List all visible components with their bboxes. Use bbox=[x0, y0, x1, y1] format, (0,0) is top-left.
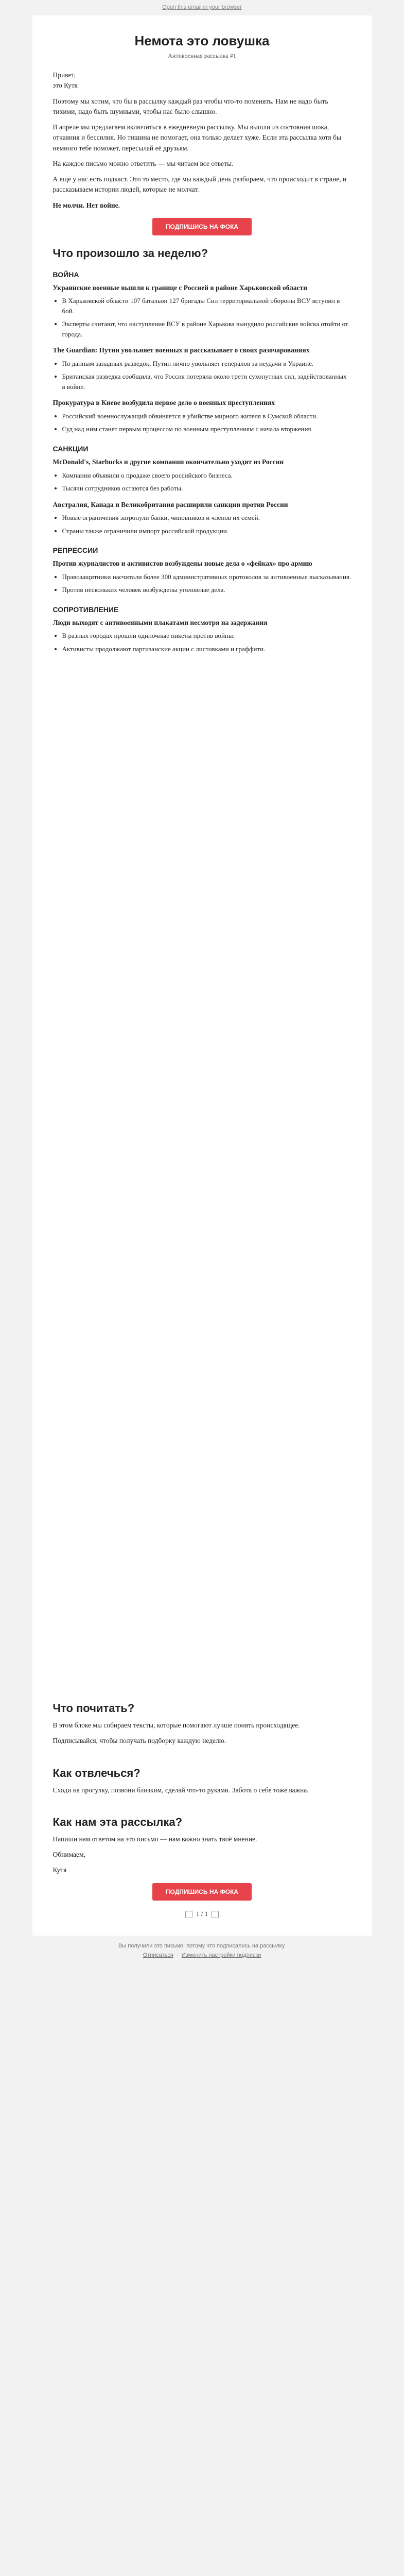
news-item bbox=[53, 457, 352, 494]
section-heading-feedback: Как нам эта рассылка? bbox=[52, 1815, 183, 1828]
feedback-signoff: Обнимаем, bbox=[52, 1851, 85, 1859]
news-headline: McDonald's, Starbucks и другие компании окончательно уходят из России bbox=[52, 457, 284, 466]
news-bullets bbox=[62, 572, 352, 595]
reading-paragraph: Подписывайся, чтобы получать подборку каждую неделю. bbox=[52, 1737, 226, 1745]
intro-paragraph: На каждое письмо можно ответить — мы читаем все ответы. bbox=[52, 159, 234, 167]
greeting-signature: это Кутя bbox=[52, 81, 78, 90]
browser-view-anchor[interactable]: Open this email in your browser bbox=[162, 4, 242, 10]
news-list bbox=[53, 283, 352, 434]
news-item bbox=[53, 558, 352, 595]
news-item bbox=[53, 398, 352, 434]
reading-paragraph: В этом блоке мы собираем тексты, которые помогают лучше понять происходящее. bbox=[52, 1721, 300, 1730]
footer: Вы получили это письмо, потому что подписались на рассылку. Отписаться · Изменить настройки подписки bbox=[32, 1943, 372, 1958]
intro-paragraph: Поэтому мы хотим, что бы в рассылку каждый раз чтобы что-то поменять. Нам не надо быть тихими, надо быть шумными, чтобы нас было слышно. bbox=[52, 97, 328, 115]
news-item bbox=[53, 500, 352, 536]
news-bullet: • Активисты продолжают партизанские акции с листовками и граффити. bbox=[62, 644, 352, 654]
news-bullets bbox=[62, 296, 352, 339]
pager-label: 1 / 1 bbox=[196, 1909, 208, 1918]
page-subtitle: Антивоенная рассылка #1 bbox=[168, 52, 236, 59]
subscribe-button[interactable]: ПОДПИШИСЬ НА ФОКА bbox=[152, 218, 252, 235]
news-list bbox=[53, 618, 352, 654]
content-filler bbox=[53, 660, 352, 1690]
section-heading-resistance: СОПРОТИВЛЕНИЕ bbox=[52, 605, 119, 614]
browser-view-link[interactable] bbox=[0, 0, 404, 15]
news-list bbox=[53, 457, 352, 536]
news-bullets bbox=[62, 513, 352, 536]
page-title: Немота это ловушка bbox=[134, 33, 270, 48]
section-subheading: ВОЙНА bbox=[52, 270, 79, 279]
footer-note: Вы получили это письмо, потому что подписались на рассылку. bbox=[118, 1942, 286, 1949]
news-item bbox=[53, 345, 352, 392]
pager bbox=[53, 1910, 352, 1918]
cta-wrap-bottom bbox=[53, 1883, 352, 1901]
cta-wrap bbox=[53, 218, 352, 235]
news-bullet: • Против нескольких человек возбуждены уголовные дела. bbox=[62, 585, 352, 595]
next-icon[interactable] bbox=[212, 1911, 219, 1918]
section-heading-repressions: РЕПРЕССИИ bbox=[52, 546, 98, 555]
feedback-signature: Кутя bbox=[52, 1866, 67, 1874]
news-bullet: • Эксперты считают, что наступление ВСУ в районе Харькова вынудило российские войска отойти от города. bbox=[62, 319, 352, 339]
news-bullet: • Страны также ограничили импорт российской продукции. bbox=[62, 526, 352, 536]
greeting bbox=[53, 70, 352, 91]
news-bullet: • В разных городах прошли одиночные пикеты против войны. bbox=[62, 631, 352, 641]
preferences-link[interactable]: Изменить настройки подписки bbox=[181, 1952, 261, 1958]
news-headline: Люди выходят с антивоенными плакатами несмотря на задержания bbox=[52, 618, 268, 626]
news-bullet: • Суд над ним станет первым процессом по военным преступлениям с начала вторжения. bbox=[62, 424, 352, 434]
distract-paragraph: Сходи на прогулку, позвони близким, сделай что-то руками. Забота о себе тоже важна. bbox=[52, 1786, 309, 1794]
section-heading-sanctions: САНКЦИИ bbox=[52, 444, 89, 453]
news-item bbox=[53, 283, 352, 340]
news-headline: The Guardian: Путин увольняет военных и рассказывает о своих разочарованиях bbox=[52, 346, 310, 354]
news-headline: Против журналистов и активистов возбуждены новые дела о «фейках» про армию bbox=[52, 560, 312, 568]
news-bullet: • Новые ограничения затронули банки, чиновников и членов их семей. bbox=[62, 513, 352, 523]
news-headline: Австралия, Канада и Великобритания расширили санкции против России bbox=[52, 500, 288, 509]
news-bullet: • Правозащитники насчитали более 300 административных протоколов за антивоенные высказывания. bbox=[62, 572, 352, 582]
news-headline: Украинские военные вышли к границе с Россией в районе Харьковской области bbox=[52, 283, 307, 292]
newsletter-card bbox=[32, 15, 372, 1936]
feedback-paragraph: Напиши нам ответом на это письмо — нам важно знать твоё мнение. bbox=[52, 1835, 257, 1843]
news-bullets bbox=[62, 631, 352, 654]
news-bullets bbox=[62, 470, 352, 494]
section-heading-distract: Как отвлечься? bbox=[52, 1766, 140, 1780]
news-bullet: • По данным западных разведок, Путин лично увольняет генералов за неудачи в Украине. bbox=[62, 359, 352, 369]
prev-icon[interactable] bbox=[185, 1911, 192, 1918]
news-bullet: • Британская разведка сообщила, что Россия потеряла около трети сухопутных сил, задействованных в войне. bbox=[62, 371, 352, 392]
intro-callout: Не молчи. Нет войне. bbox=[52, 201, 120, 209]
news-list bbox=[53, 558, 352, 595]
greeting-hello: Привет, bbox=[52, 71, 76, 79]
news-bullet: • Компании объявили о продаже своего российского бизнеса. bbox=[62, 470, 352, 481]
section-heading: Что произошло за неделю? bbox=[52, 246, 208, 260]
subscribe-button-bottom[interactable]: ПОДПИШИСЬ НА ФОКА bbox=[152, 1883, 252, 1901]
news-item bbox=[53, 618, 352, 654]
news-bullets bbox=[62, 359, 352, 392]
intro-paragraph: В апреле мы предлагаем включиться в ежедневную рассылку. Мы вышли из состояния шока, отчаяния и бессилия. Но тишина не помогает, она только делает хуже. Если эта рассылка хотя бы немного тебе поможет, пересылай её друзьям. bbox=[52, 123, 341, 152]
news-bullet: • В Харьковской области 107 батальон 127 бригады Сил территориальной обороны ВСУ вступил в бой. bbox=[62, 296, 352, 316]
section-heading-reading: Что почитать? bbox=[52, 1702, 135, 1715]
news-bullet: • Российский военнослужащий обвиняется в убийстве мирного жителя в Сумской области. bbox=[62, 411, 352, 421]
intro-paragraph: А еще у нас есть подкаст. Это то место, где мы каждый день разбираем, что происходит в стране, и рассказываем истории людей, которые не молчат. bbox=[52, 175, 347, 194]
news-headline: Прокуратура в Киеве возбудила первое дело о военных преступлениях bbox=[52, 399, 275, 407]
news-bullets bbox=[62, 411, 352, 434]
unsubscribe-link[interactable]: Отписаться bbox=[143, 1952, 173, 1958]
news-bullet: • Тысячи сотрудников остаются без работы. bbox=[62, 483, 352, 494]
